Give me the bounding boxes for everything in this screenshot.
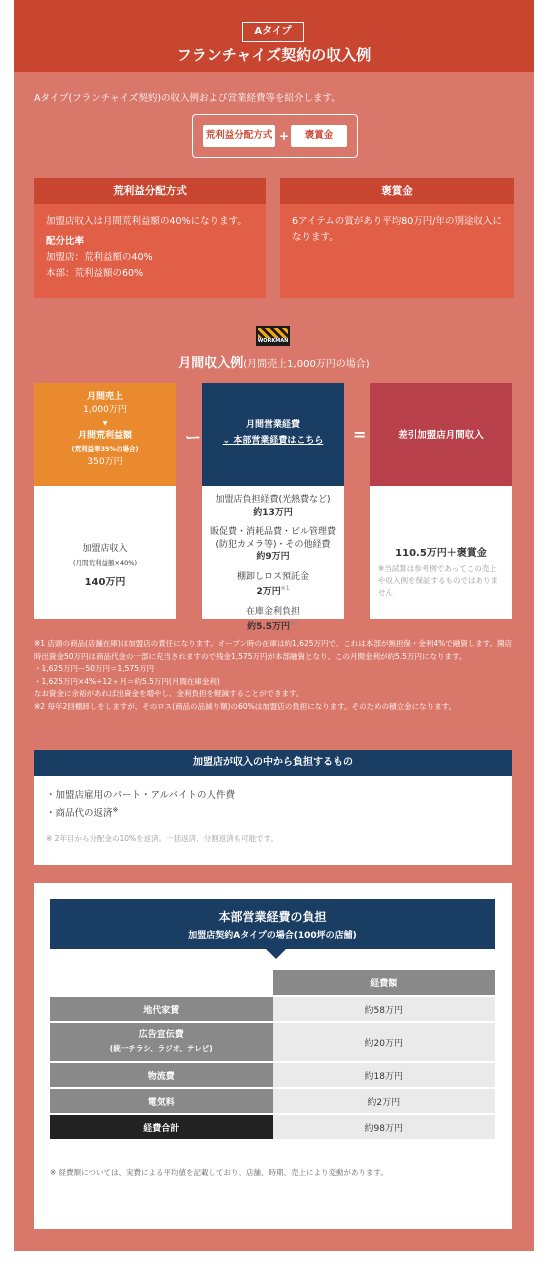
monthly-title-main: 月間収入例 — [178, 356, 244, 371]
row-value-logistics: 約18万円 — [273, 1062, 496, 1088]
hq-expense-header — [50, 899, 495, 949]
expense-item-2: 販促費・消耗品費・ビル管理費(防犯カメラ等)・その他経費 — [209, 527, 336, 550]
hq-expense-subtitle: 加盟店契約Aタイプの場合(100坪の店舗) — [188, 931, 357, 941]
expense-note-ref-1: ※1 — [280, 585, 290, 592]
expense-item-4: 在庫金利負担 — [245, 606, 300, 617]
hq-expense-footnote: ※ 経費額については、実費による平均値を記載しており、店舗、時期、売上により変動があります。 — [50, 1168, 388, 1177]
reward-text: 6アイテムの賞があり平均80万円/年の別途収入になります。 — [292, 216, 503, 243]
ratio-franchise: 加盟店：荒利益額の40% — [46, 252, 153, 263]
table-header-amount: 経費額 — [273, 970, 496, 996]
hq-expense-title: 本部営業経費の負担 — [218, 910, 327, 924]
row-label-electricity: 電気料 — [50, 1088, 273, 1114]
row-value-rent: 約58万円 — [273, 996, 496, 1022]
expense-value-1: 約13万円 — [253, 507, 293, 518]
table-header-row — [50, 970, 495, 996]
gross-profit-note: (荒利益率35%の場合) — [71, 445, 139, 453]
reward-title: 褒賞金 — [280, 178, 514, 204]
hq-expense-link-text: 本部営業経費はこちら — [233, 436, 324, 446]
profit-share-text: 加盟店収入は月間荒利益額の40%になります。 — [46, 216, 247, 227]
ratio-title: 配分比率 — [46, 236, 85, 247]
net-income-value: 110.5万円＋褒賞金 — [395, 548, 487, 559]
expense-item-1: 加盟店負担経費(光熱費など) — [215, 495, 331, 505]
advertising-sub: (統一チラシ、ラジオ、テレビ) — [109, 1044, 213, 1053]
expense-value-2: 約9万円 — [256, 552, 290, 562]
minus-operator: ー — [185, 428, 202, 447]
net-income-disclaimer: ※当試算は参考例であってこの売上や収入例を保証するものではありません — [378, 564, 498, 597]
reward-card — [280, 178, 514, 298]
burden-item-repayment: ・商品代の返済 — [46, 808, 113, 820]
page-frame — [14, 0, 534, 1251]
footnotes — [34, 638, 514, 713]
equal-operator: = — [353, 425, 367, 444]
burden-title: 加盟店が収入の中から負担するもの — [34, 750, 512, 776]
gross-profit-value: 350万円 — [87, 457, 123, 467]
row-label-rent: 地代家賃 — [50, 996, 273, 1022]
monthly-title-sub: (月間売上1,000万円の場合) — [243, 359, 370, 370]
footnote-1: ※1 店頭の商品(店舗在庫)は加盟店の責任になります。オープン時の在庫は約1,625万円で、これは本部が無担保・金利4%で融資します。開店時出資金50万円は商品代金の一部に充当されますので残金1,575万円が本部融資となり、この月間金利が約5.5万円になります。 — [34, 639, 513, 661]
table-row — [50, 1062, 495, 1088]
burden-item-note-ref: ※ — [112, 806, 119, 814]
net-income-title: 差引加盟店月間収入 — [398, 430, 484, 441]
total-value: 約98万円 — [273, 1114, 496, 1140]
header-arrow-icon — [266, 949, 286, 959]
expense-note-ref-2: ※2 — [290, 620, 299, 627]
monthly-title — [14, 352, 534, 371]
footnote-2: ※2 毎年2回棚卸しをしますが、そのロス(商品の品減り額)の60%は加盟店の負担になります。そのための積立金になります。 — [34, 701, 457, 711]
total-label: 経費合計 — [50, 1114, 273, 1140]
type-tag: Aタイプ — [242, 22, 304, 42]
hq-expense-link[interactable] — [202, 433, 344, 449]
table-row — [50, 1022, 495, 1062]
profit-share-title: 荒利益分配方式 — [34, 178, 266, 204]
expense-table — [50, 970, 495, 1141]
down-arrow-icon: ▼ — [102, 420, 108, 427]
burden-note: ※ 2年目から分配金の10%を返済。一括返済、分割返済も可能です。 — [46, 834, 279, 844]
formula-profit-share: 荒利益分配方式 — [203, 125, 275, 147]
row-value-advertising: 約20万円 — [273, 1022, 496, 1062]
table-total-row — [50, 1114, 495, 1140]
page-title: フランチャイズ契約の収入例 — [176, 46, 372, 64]
logo-stripe — [258, 328, 288, 338]
expense-column — [202, 383, 344, 632]
row-value-electricity: 約2万円 — [273, 1088, 496, 1114]
section-header — [14, 0, 534, 72]
table-row — [50, 1088, 495, 1114]
chevron-down-icon: ⌄ — [222, 436, 231, 446]
franchise-burden-box — [34, 750, 512, 865]
formula-plus: + — [279, 129, 290, 143]
income-formula — [192, 114, 358, 158]
formula-reward: 褒賞金 — [291, 125, 347, 147]
franchise-income-label: 加盟店収入 — [82, 544, 128, 554]
hq-expense-box — [34, 883, 512, 1229]
income-column — [34, 383, 176, 619]
row-label-logistics: 物流費 — [50, 1062, 273, 1088]
expense-value-3: 2万円 — [256, 587, 281, 597]
expense-value-4: 約5.5万円 — [247, 622, 291, 632]
footnote-1-extra: なお資金に余裕があれば出資金を増やし、金利負担を軽減することができます。 — [34, 689, 304, 698]
row-label-advertising — [50, 1022, 273, 1062]
sales-label: 月間売上 — [86, 392, 123, 402]
profit-share-card — [34, 178, 266, 298]
ratio-hq: 本部：荒利益額の60% — [46, 268, 144, 279]
franchise-income-value: 140万円 — [84, 577, 126, 588]
footnote-1-calc-b: ・1,625万円×4%÷12ヶ月＝約5.5万円(月間在庫金利) — [34, 676, 220, 686]
workman-logo — [256, 326, 290, 346]
intro-text: Aタイプ(フランチャイズ契約)の収入例および営業経費等を紹介します。 — [34, 93, 341, 104]
expense-title: 月間営業経費 — [245, 420, 300, 430]
net-income-column — [370, 383, 512, 619]
expense-item-3: 棚卸しロス預託金 — [236, 571, 309, 582]
table-row — [50, 996, 495, 1022]
table-header-blank — [50, 970, 273, 996]
burden-item-labor: ・加盟店雇用のパート・アルバイトの人件費 — [46, 790, 235, 801]
gross-profit-label: 月間荒利益額 — [77, 431, 132, 441]
sales-value: 1,000万円 — [83, 405, 127, 415]
franchise-income-note: (月間荒利益額×40%) — [73, 559, 137, 567]
footnote-1-calc-a: ・1,625万円ー50万円＝1,575万円 — [34, 664, 154, 673]
advertising-label: 広告宣伝費 — [138, 1030, 184, 1040]
logo-text: WORKMAN — [257, 338, 289, 344]
